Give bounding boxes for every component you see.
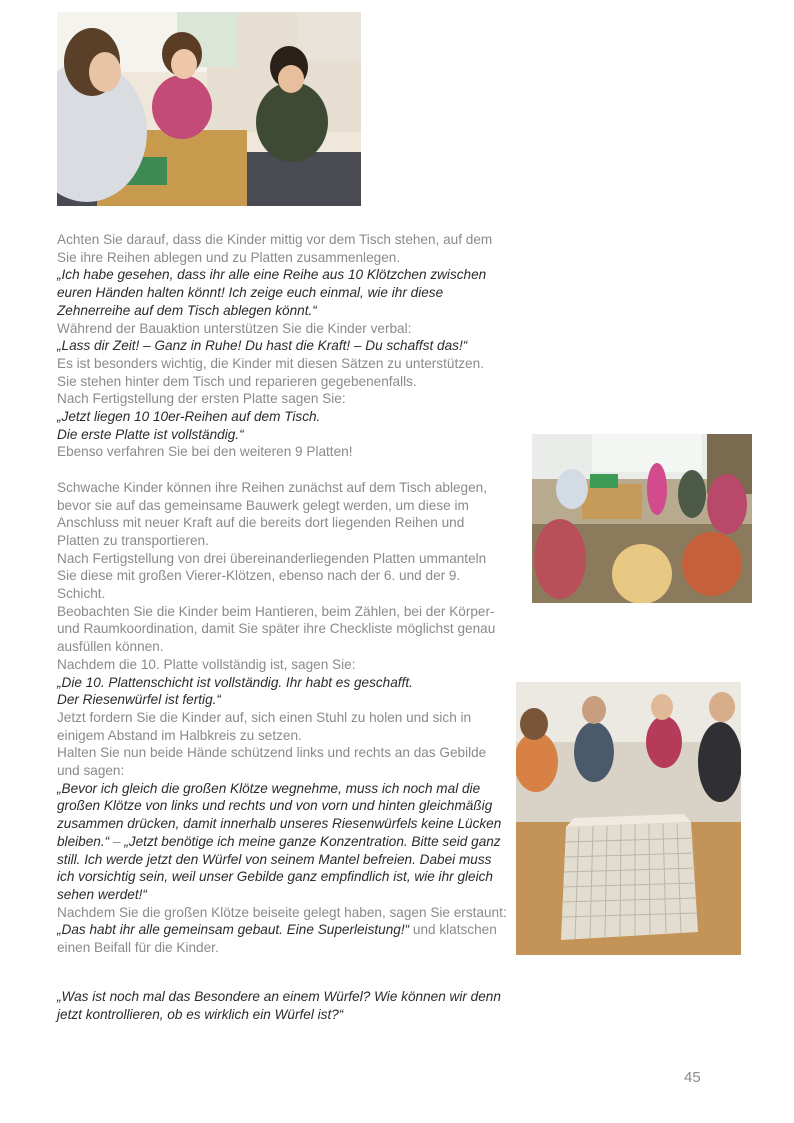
photo-children-circle xyxy=(532,434,752,603)
closing-quote: „Das habt ihr alle gemeinsam gebaut. Eine Superleistung!“ xyxy=(57,922,410,938)
quote: Die erste Platte ist vollständig.“ xyxy=(57,426,244,442)
closing-before: Nachdem Sie die großen Klötze beiseite gelegt haben, sagen Sie erstaunt: xyxy=(57,904,507,920)
long-quote xyxy=(57,780,507,904)
paragraph-gap xyxy=(57,461,507,479)
quote: „Jetzt liegen 10 10er-Reihen auf dem Tisch. xyxy=(57,409,321,425)
page-number: 45 xyxy=(684,1069,701,1086)
final-question-text: „Was ist noch mal das Besondere an einem Würfel? Wie können wir denn jetzt kontrollieren, ob es wirklich ein Würfel ist?“ xyxy=(57,989,501,1022)
photo-teacher-children-table xyxy=(57,12,361,206)
quote: „Ich habe gesehen, dass ihr alle eine Reihe aus 10 Klötzchen zwischen euren Händen halten könnt! Ich zeige euch einmal, wie ihr diese Zehnerreihe auf dem Tisch ablegen könnt.“ xyxy=(57,267,487,318)
paragraph: Nach Fertigstellung von drei übereinanderliegenden Platten ummanteln Sie diese mit großen Vierer-Klötzen, ebenso nach der 6. und der 9. Schicht. xyxy=(57,550,487,602)
paragraph: Ebenso verfahren Sie bei den weiteren 9 Platten! xyxy=(57,444,353,460)
quote: „Lass dir Zeit! – Ganz in Ruhe! Du hast die Kraft! – Du schaffst das!“ xyxy=(57,338,468,354)
closing-paragraph xyxy=(57,904,507,957)
quote-part-1: „Bevor ich gleich die großen Klötze wegnehme, muss ich noch mal die großen Klötze von links und rechts und von vorn und hinten gleichmäßig zusammen drücken, damit innerhalb unseres Riesenwürfels keine Lücken bleiben.“ xyxy=(57,780,502,849)
paragraph: Sie stehen hinter dem Tisch und reparieren gegebenenfalls. xyxy=(57,373,417,389)
closing-after: und klatschen einen Beifall für die Kinder. xyxy=(57,922,497,956)
paragraph: Achten Sie darauf, dass die Kinder mittig vor dem Tisch stehen, auf dem Sie ihre Reihen ablegen und zu Platten zusammenlegen. xyxy=(57,232,493,265)
paragraph: Halten Sie nun beide Hände schützend links und rechts an das Gebilde und sagen: xyxy=(57,745,487,779)
quote: „Die 10. Plattenschicht ist vollständig. Ihr habt es geschafft. xyxy=(57,674,413,690)
photo-giant-cube xyxy=(516,682,741,955)
paragraph: Es ist besonders wichtig, die Kinder mit diesen Sätzen zu unterstützen. xyxy=(57,355,484,371)
paragraph: Schwache Kinder können ihre Reihen zunächst auf dem Tisch ablegen, bevor sie auf das gemeinsame Bauwerk gelegt werden, um diese im Anschluss mit neuer Kraft auf die bereits dort liegenden Reihen und Platten zu transportieren. xyxy=(57,479,487,548)
paragraph: Nachdem die 10. Platte vollständig ist, sagen Sie: xyxy=(57,656,356,672)
quote: Der Riesenwürfel ist fertig.“ xyxy=(57,692,221,708)
final-question xyxy=(57,988,507,1023)
paragraph: Während der Bauaktion unterstützen Sie die Kinder verbal: xyxy=(57,320,412,336)
paragraph: Jetzt fordern Sie die Kinder auf, sich einen Stuhl zu holen und sich in einigem Abstand im Halbkreis zu setzen. xyxy=(57,709,472,743)
quote-separator: – xyxy=(109,833,125,849)
paragraph: Beobachten Sie die Kinder beim Hantieren, beim Zählen, bei der Körper- und Raumkoordination, damit Sie später ihre Checkliste möglichst genau ausfüllen können. xyxy=(57,603,496,655)
paragraph: Nach Fertigstellung der ersten Platte sagen Sie: xyxy=(57,391,346,407)
quote-part-2: „Jetzt benötige ich meine ganze Konzentration. Bitte seid ganz still. Ich werde jetzt den Würfel von seinem Mantel befreien. Dabei muss ich vorsichtig sein, weil unser Gebilde ganz empfindlich ist, wie ihr gleich sehen werdet!“ xyxy=(57,833,501,902)
body-text xyxy=(57,231,507,957)
